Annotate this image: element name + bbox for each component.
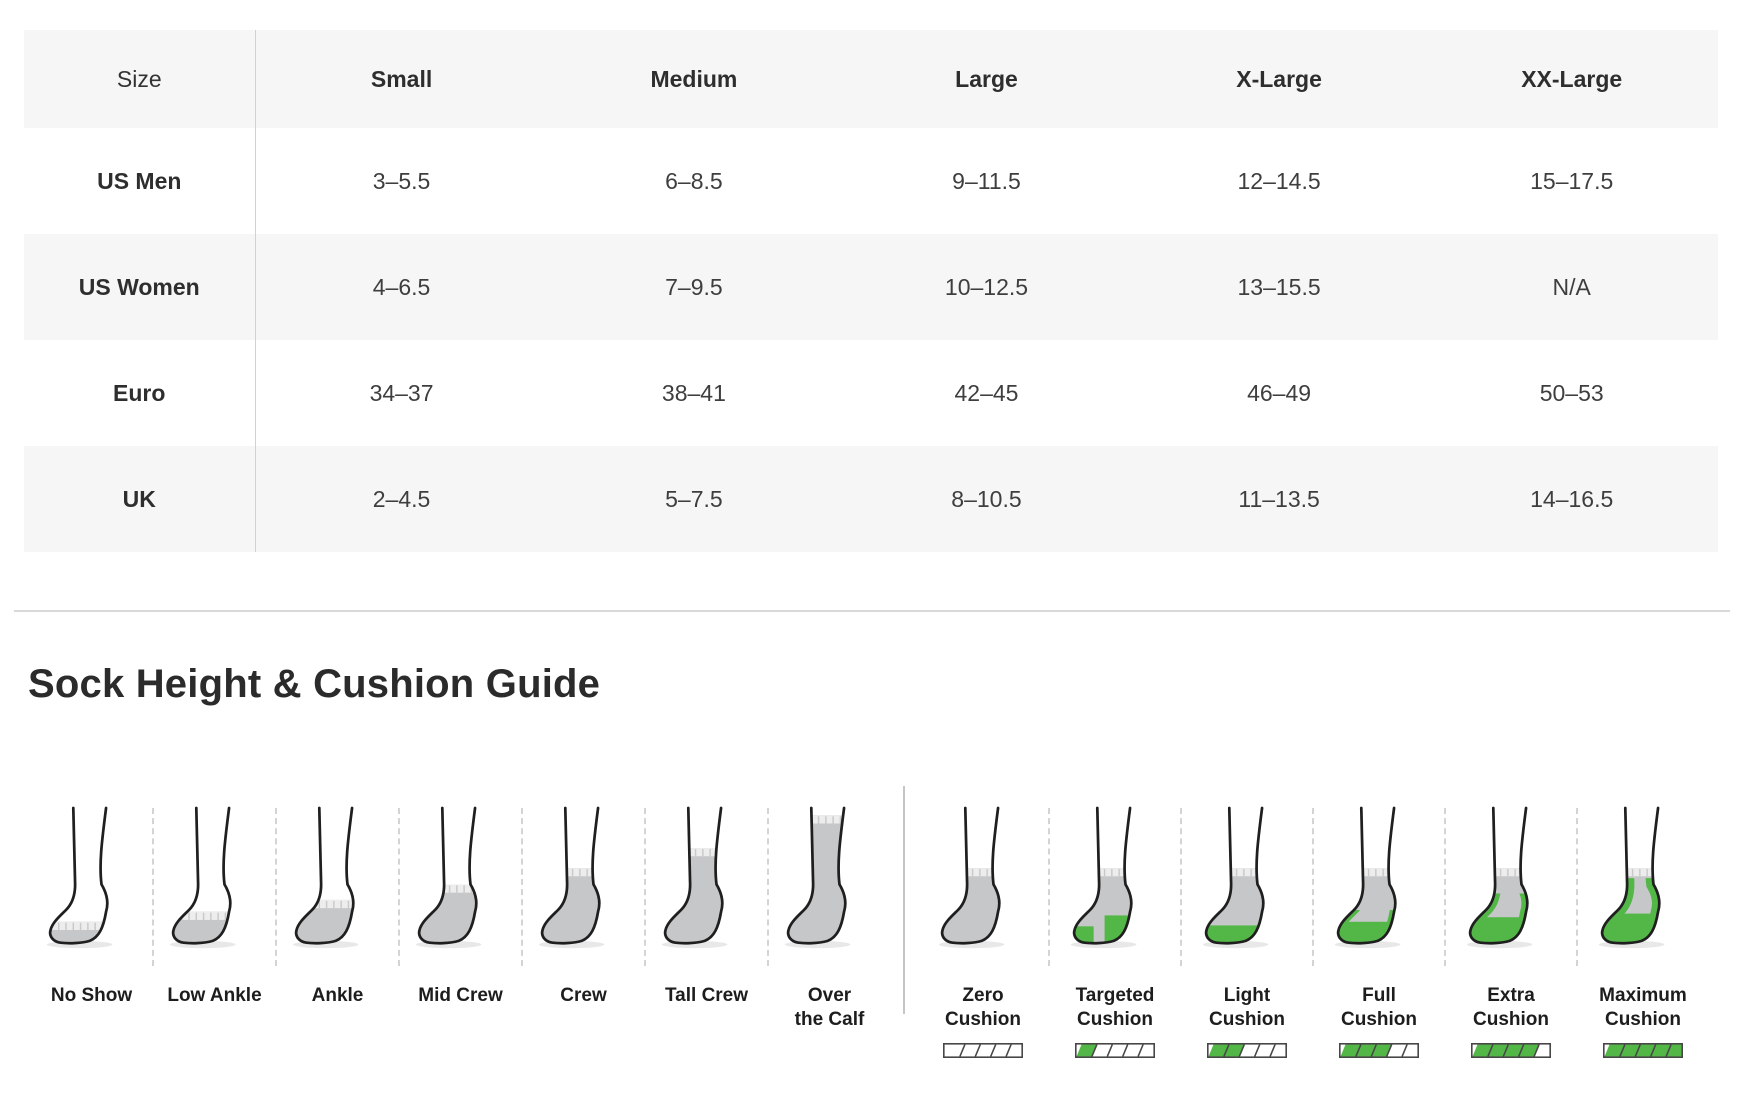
- size-chart-cell: 34–37: [255, 340, 548, 446]
- mid-crew-label-line: Mid Crew: [418, 985, 503, 1006]
- sock-icon-crew: [538, 806, 629, 952]
- sock-icon-full-cushion: [1334, 806, 1425, 952]
- cushion-figure-maximum-cushion: [1577, 800, 1709, 1058]
- size-chart-cell: 5–7.5: [665, 485, 723, 512]
- full-cushion-label-line: Cushion: [1341, 1009, 1417, 1031]
- sock-icon-mid-crew: [415, 806, 506, 952]
- sock-height-figure-tall-crew: [645, 800, 768, 1033]
- cushion-level-bar: [1075, 1043, 1155, 1058]
- size-chart-cell: N/A: [1552, 273, 1591, 300]
- ankle-label: [312, 984, 364, 1008]
- size-chart-cell: 38–41: [661, 379, 726, 406]
- cushion-figure-extra-cushion: [1445, 800, 1577, 1058]
- low-ankle-label-line: Low Ankle: [167, 985, 262, 1006]
- zero-cushion-label-line: Zero: [962, 985, 1004, 1006]
- size-chart-cell: 4–6.5: [255, 234, 548, 340]
- full-cushion-label: [1341, 984, 1417, 1033]
- cushion-figure-full-cushion: [1313, 800, 1445, 1058]
- sock-height-figure-low-ankle: [153, 800, 276, 1033]
- table-row: [24, 446, 1718, 552]
- tall-crew-label: [665, 984, 748, 1008]
- over-the-calf-label: [795, 984, 865, 1033]
- extra-cushion-label-line: Extra: [1487, 985, 1535, 1006]
- table-row: [24, 128, 1718, 234]
- size-chart-cell: 11–13.5: [1238, 485, 1320, 512]
- size-chart-body: [24, 128, 1718, 552]
- sock-icon-light-cushion: [1202, 806, 1293, 952]
- cushion-level-bar: [1339, 1043, 1419, 1058]
- page: [0, 30, 1744, 1110]
- size-chart-table: [24, 30, 1718, 552]
- light-cushion-label-line: Light: [1223, 985, 1271, 1006]
- size-column-header: Size: [116, 65, 162, 92]
- tall-crew-label-line: Tall Crew: [664, 985, 749, 1006]
- extra-cushion-label: [1473, 984, 1549, 1033]
- sock-icon-no-show: [46, 806, 137, 952]
- section-title: Sock Height & Cushion Guide: [28, 662, 601, 706]
- sock-height-figure-crew: [522, 800, 645, 1033]
- cushion-figure-targeted-cushion: [1049, 800, 1181, 1058]
- size-chart-cell: 13–15.5: [1237, 273, 1321, 300]
- sock-height-figure-no-show: [30, 800, 153, 1033]
- size-chart-cell: 42–45: [954, 379, 1019, 406]
- sock-height-group: [30, 800, 891, 1033]
- size-chart-cell: 6–8.5: [665, 167, 723, 194]
- size-chart-cell: 9–11.5: [952, 167, 1021, 194]
- over-the-calf-label-line: the Calf: [794, 1009, 865, 1031]
- sock-icon-zero-cushion: [938, 806, 1029, 952]
- size-chart-row-label: Euro: [113, 379, 166, 406]
- sock-icon-extra-cushion: [1466, 806, 1557, 952]
- sock-icon-over-the-calf: [784, 806, 875, 952]
- sock-icon-ankle: [292, 806, 383, 952]
- maximum-cushion-label-line: Cushion: [1604, 1009, 1681, 1031]
- size-chart-header: [24, 30, 1718, 128]
- maximum-cushion-label: [1599, 984, 1687, 1033]
- sock-icon-targeted-cushion: [1070, 806, 1161, 952]
- light-cushion-label: [1209, 984, 1285, 1033]
- cushion-level-bar: [1603, 1043, 1683, 1058]
- size-chart-cell: 15–17.5: [1530, 167, 1614, 194]
- table-row: [24, 340, 1718, 446]
- sock-icon-maximum-cushion: [1598, 806, 1689, 952]
- mid-crew-label: [418, 984, 502, 1008]
- sock-height-figure-over-the-calf: [768, 800, 891, 1033]
- size-chart-column-header: Large: [955, 65, 1018, 92]
- size-chart-column-header: Small: [255, 30, 548, 128]
- cushion-level-bar: [1207, 1043, 1287, 1058]
- size-chart-cell: 2–4.5: [255, 446, 548, 552]
- crew-label-line: Crew: [560, 985, 607, 1006]
- sock-guide-row: [30, 800, 1744, 1058]
- maximum-cushion-label-line: Maximum: [1599, 985, 1687, 1006]
- size-chart-column-header: X-Large: [1236, 65, 1322, 92]
- sock-height-figure-mid-crew: [399, 800, 522, 1033]
- over-the-calf-label-line: Over: [807, 985, 852, 1006]
- size-chart-cell: 7–9.5: [665, 273, 723, 300]
- table-row: [24, 234, 1718, 340]
- group-divider: [903, 786, 905, 1014]
- size-chart-column-header: Medium: [650, 65, 738, 92]
- size-chart-header-row: [24, 30, 1718, 128]
- sock-icon-tall-crew: [661, 806, 752, 952]
- section-divider: [14, 610, 1730, 612]
- low-ankle-label: [167, 984, 261, 1008]
- size-chart-cell: 46–49: [1247, 379, 1312, 406]
- zero-cushion-label-line: Cushion: [945, 1009, 1021, 1031]
- size-chart-cell: 8–10.5: [951, 485, 1022, 512]
- zero-cushion-label: [945, 984, 1021, 1033]
- cushion-figure-zero-cushion: [917, 800, 1049, 1058]
- no-show-label: [51, 984, 132, 1008]
- no-show-label-line: No Show: [50, 985, 133, 1006]
- cushion-level-bar: [1471, 1043, 1551, 1058]
- size-chart-column-header: XX-Large: [1521, 65, 1623, 92]
- size-chart-cell: 3–5.5: [255, 128, 548, 234]
- size-chart-cell: 12–14.5: [1237, 167, 1321, 194]
- size-chart-row-label: UK: [122, 485, 156, 512]
- full-cushion-label-line: Full: [1362, 985, 1396, 1006]
- targeted-cushion-label: [1076, 984, 1155, 1033]
- ankle-label-line: Ankle: [311, 985, 364, 1006]
- targeted-cushion-label-line: Targeted: [1075, 985, 1155, 1006]
- size-chart-cell: 14–16.5: [1530, 485, 1614, 512]
- size-chart-cell: 50–53: [1539, 379, 1604, 406]
- targeted-cushion-label-line: Cushion: [1077, 1009, 1153, 1031]
- cushion-figure-light-cushion: [1181, 800, 1313, 1058]
- light-cushion-label-line: Cushion: [1209, 1009, 1285, 1031]
- extra-cushion-label-line: Cushion: [1473, 1009, 1549, 1031]
- crew-label: [560, 984, 606, 1008]
- cushion-group: [917, 800, 1709, 1058]
- sock-height-figure-ankle: [276, 800, 399, 1033]
- size-chart-row-label: US Men: [97, 167, 182, 194]
- cushion-level-bar: [943, 1043, 1023, 1058]
- size-chart-cell: 10–12.5: [944, 273, 1029, 300]
- size-chart-row-label: US Women: [78, 273, 200, 300]
- sock-icon-low-ankle: [169, 806, 260, 952]
